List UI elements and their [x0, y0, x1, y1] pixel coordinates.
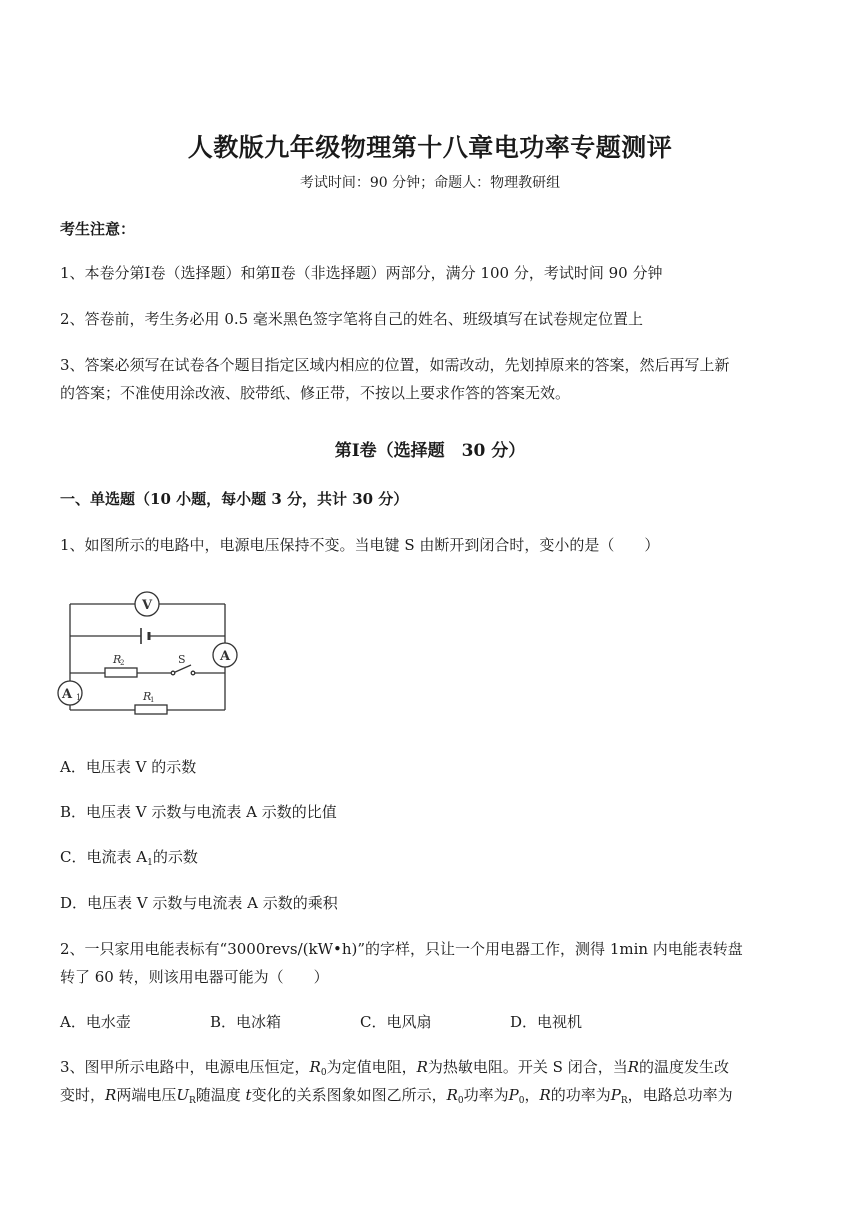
q3-var-pr-subscript: R — [620, 1096, 628, 1106]
circuit-diagram — [55, 588, 245, 718]
q3-var-u-subscript: R — [188, 1096, 196, 1106]
r2-label: R — [113, 653, 122, 666]
q3-var-r: R — [105, 1086, 117, 1104]
q3-var-t: t — [245, 1086, 252, 1104]
q2-stem-line1: 2、一只家用电能表标有“3000revs/(kW•h)”的字样，只让一个用电器工作，测得 1min 内电能表转盘 — [60, 940, 743, 958]
q3-text: 变化的关系图象如图乙所示， — [251, 1086, 447, 1104]
q3-var-r: R — [539, 1086, 551, 1104]
q3-text: ，电路总功率为 — [627, 1086, 733, 1104]
q3-text: ， — [524, 1086, 540, 1104]
r1-subscript: 1 — [150, 696, 155, 704]
switch-label: S — [178, 653, 186, 666]
q1-option-c-subscript: 1 — [147, 858, 153, 868]
q3-text: 变时， — [60, 1086, 106, 1104]
section-title: 第Ⅰ卷（选择题 30 分） — [334, 441, 526, 461]
exam-info: 考试时间：90 分钟；命题人：物理教研组 — [299, 175, 561, 191]
q1-option-c[interactable] — [60, 846, 198, 868]
q3-var-r0: R — [446, 1086, 458, 1104]
q2-option-d[interactable]: D．电视机 — [510, 1013, 583, 1031]
q3-text: 3、图甲所示电路中，电源电压恒定， — [60, 1058, 310, 1076]
q3-var-p0-subscript: 0 — [518, 1096, 525, 1106]
q2-options — [60, 1011, 660, 1032]
ammeter-a1-subscript: 1 — [76, 693, 82, 702]
q3-var-r: R — [416, 1058, 428, 1076]
q3-text: 为定值电阻， — [326, 1058, 417, 1076]
q1-option-c-suffix: 的示数 — [152, 848, 198, 866]
ammeter-a-label: A — [219, 649, 231, 664]
q3-var-u: U — [176, 1086, 189, 1104]
q3-text: 随温度 — [195, 1086, 246, 1104]
q3-var-r0-subscript: 0 — [320, 1068, 327, 1078]
q3-var-p: P — [610, 1086, 621, 1104]
r1-label: R — [143, 690, 152, 703]
q3-var-r0: R — [309, 1058, 321, 1076]
notice-item-2: 2、答卷前，考生务必用 0.5 毫米黑色签字笔将自己的姓名、班级填写在试卷规定位置上 — [60, 310, 643, 328]
q1-option-d[interactable]: D．电压表 V 示数与电流表 A 示数的乘积 — [60, 894, 338, 912]
q1-option-c-text: C．电流表 A — [60, 848, 148, 866]
r2-subscript: 2 — [120, 659, 125, 667]
q3-var-p: P — [508, 1086, 519, 1104]
q2-option-c[interactable]: C．电风扇 — [360, 1013, 432, 1031]
notice-item-3-cont: 的答案；不准使用涂改液、胶带纸、修正带，不按以上要求作答的答案无效。 — [60, 384, 571, 402]
q3-text: 两端电压 — [116, 1086, 177, 1104]
q3-var-r: R — [627, 1058, 640, 1076]
q2-stem-line2: 转了 60 转，则该用电器可能为（ ） — [60, 968, 329, 986]
q3-text: 的温度发生改 — [639, 1058, 730, 1076]
q1-option-a[interactable]: A．电压表 V 的示数 — [60, 758, 197, 776]
q3-text: 功率为 — [463, 1086, 509, 1104]
q1-stem: 1、如图所示的电路中，电源电压保持不变。当电键 S 由断开到闭合时，变小的是（ ） — [60, 536, 660, 554]
q3-text: 的功率为 — [550, 1086, 611, 1104]
notice-item-3: 3、答案必须写在试卷各个题目指定区域内相应的位置，如需改动，先划掉原来的答案，然后再写上新 — [60, 356, 730, 374]
q2-option-a[interactable]: A．电水壶 — [60, 1013, 131, 1031]
notice-heading: 考生注意： — [60, 220, 136, 238]
page-title: 人教版九年级物理第十八章电功率专题测评 — [187, 133, 673, 162]
ammeter-a1-label: A — [61, 687, 73, 702]
q3-stem-line1 — [60, 1056, 729, 1078]
part-heading: 一、单选题（10 小题，每小题 3 分，共计 30 分） — [60, 490, 409, 508]
q1-option-b[interactable]: B．电压表 V 示数与电流表 A 示数的比值 — [60, 803, 337, 821]
q3-stem-line2 — [60, 1084, 733, 1106]
voltmeter-label: V — [141, 598, 153, 613]
q2-option-b[interactable]: B．电冰箱 — [210, 1013, 282, 1031]
q3-var-r0-subscript: 0 — [457, 1096, 464, 1106]
q3-text: 为热敏电阻。开关 S 闭合，当 — [427, 1058, 628, 1076]
notice-item-1: 1、本卷分第Ⅰ卷（选择题）和第Ⅱ卷（非选择题）两部分，满分 100 分，考试时间 90 分钟 — [60, 264, 663, 282]
